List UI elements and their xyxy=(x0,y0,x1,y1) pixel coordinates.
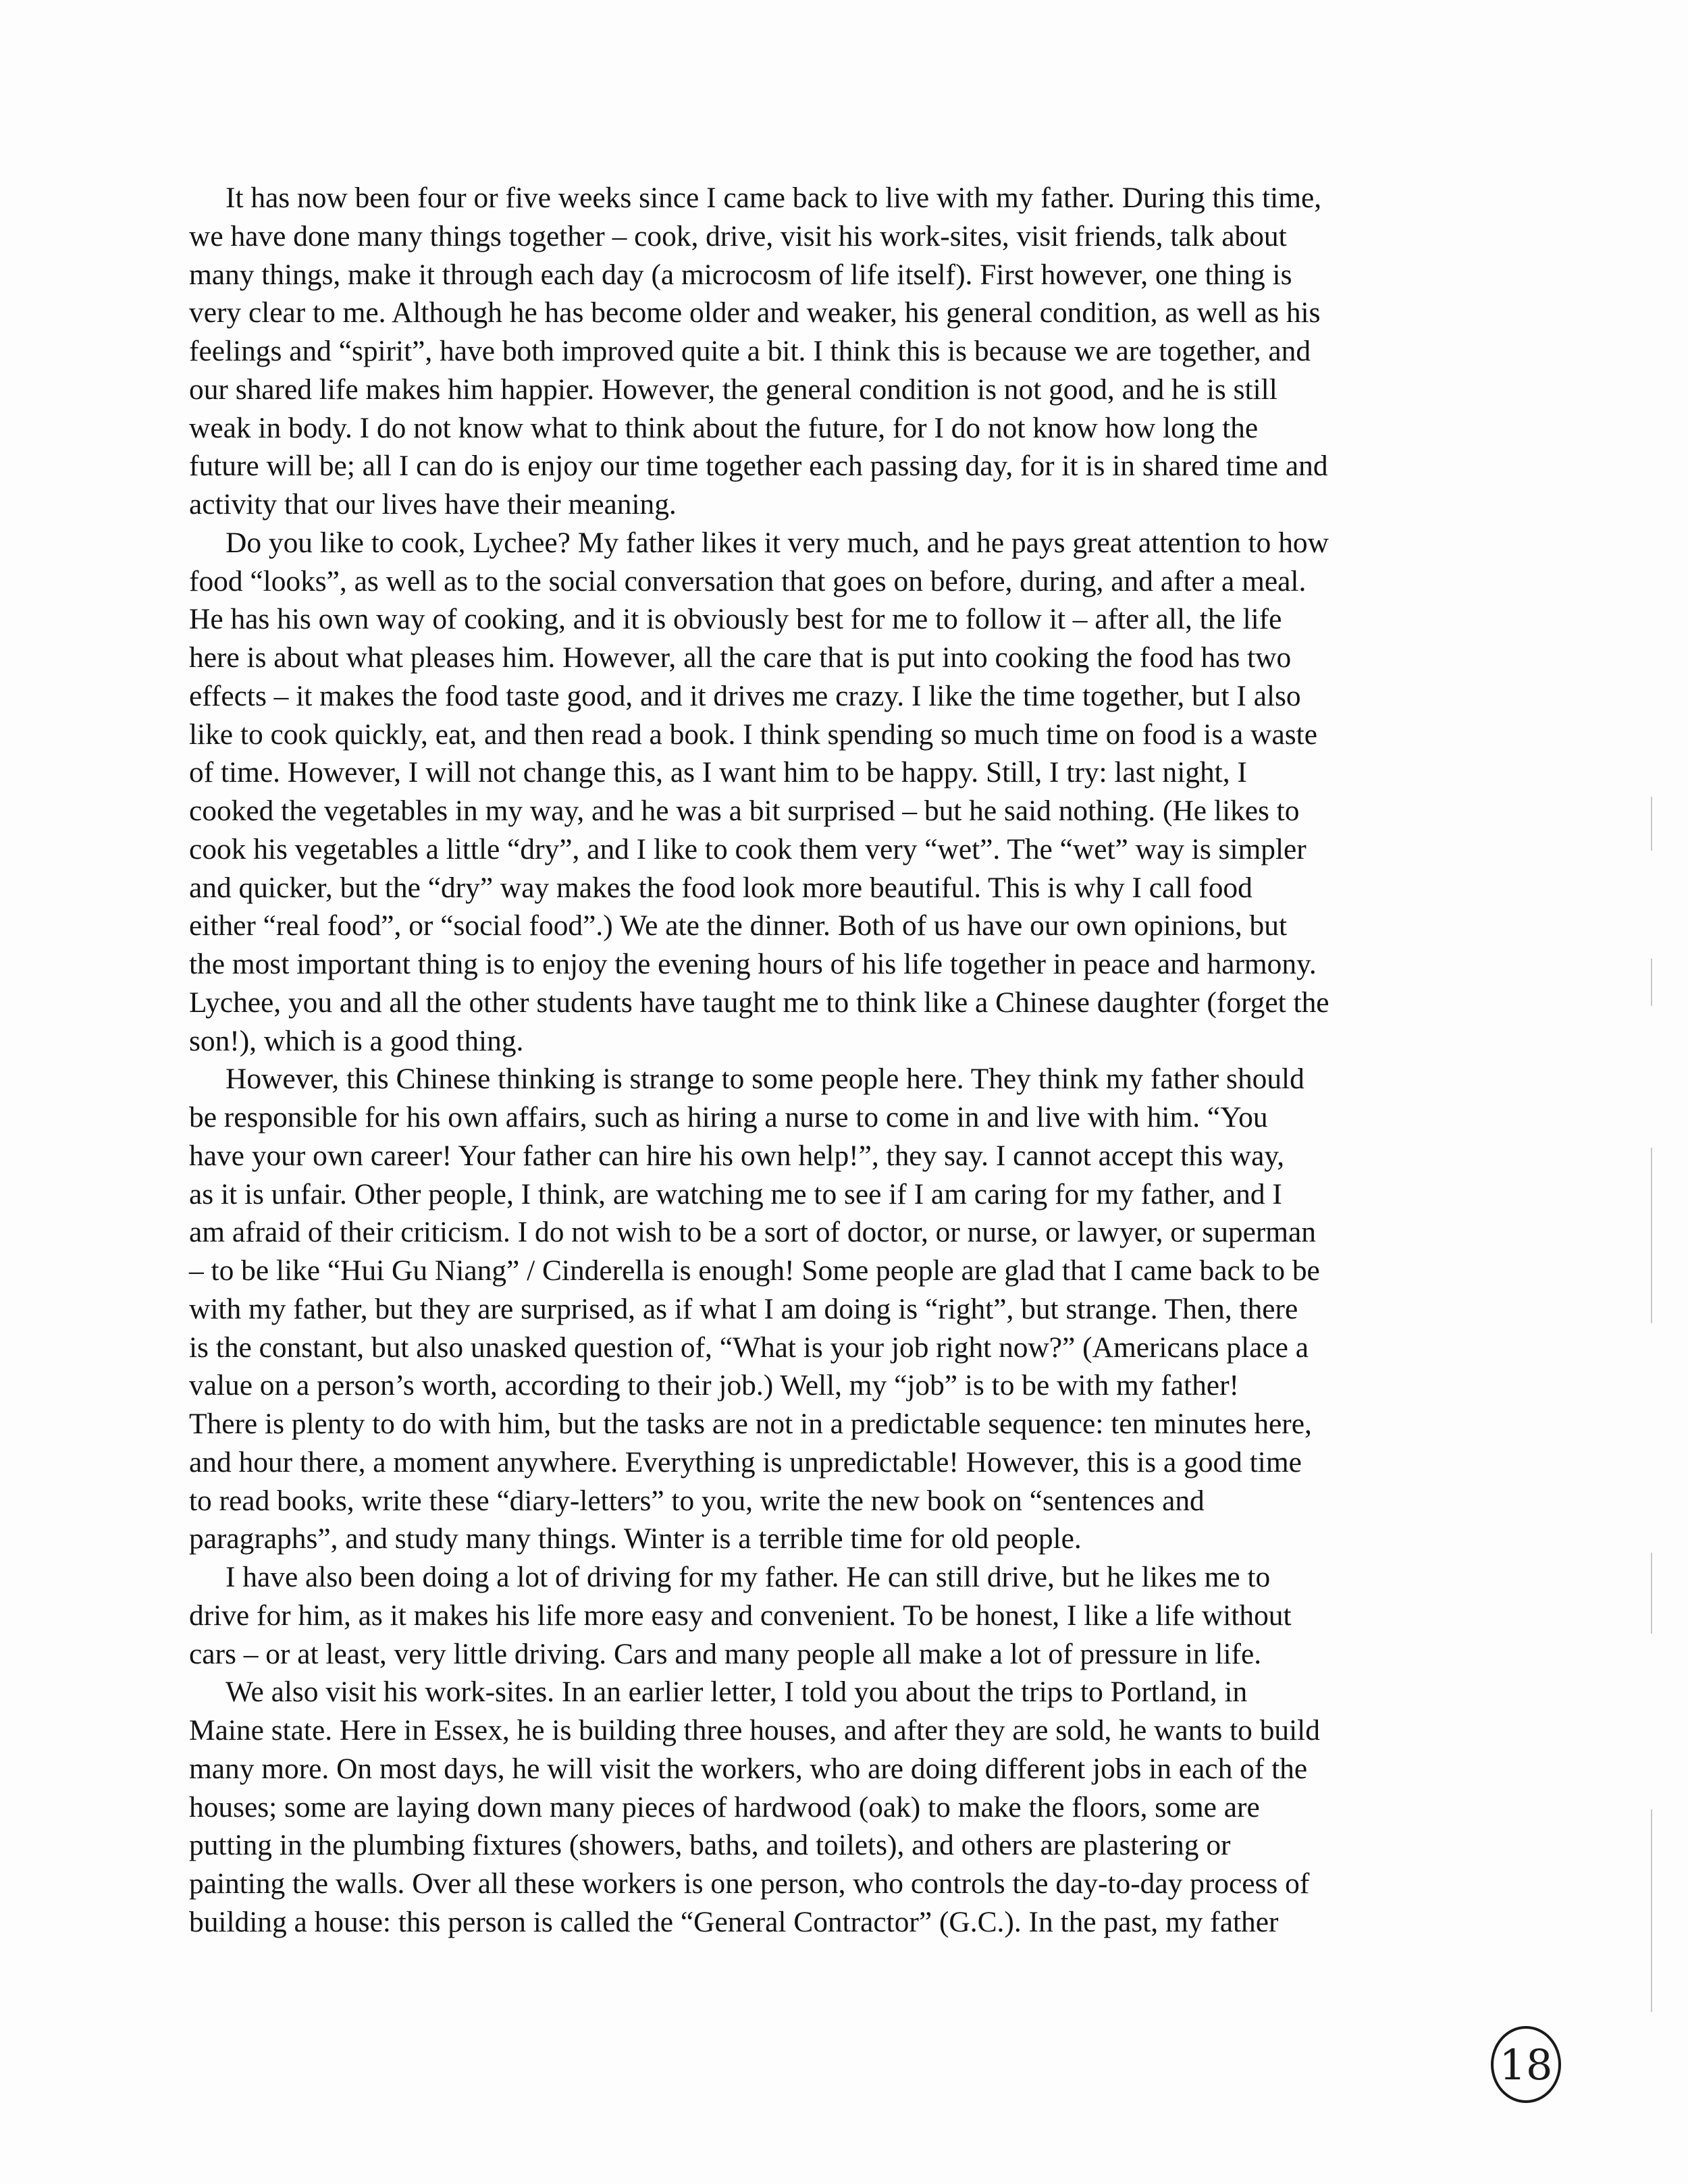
text-line: with my father, but they are surprised, as if what I am doing is “right”, but strange. Then, there xyxy=(189,1292,1298,1325)
text-line: drive for him, as it makes his life more easy and convenient. To be honest, I like a life without xyxy=(189,1599,1292,1632)
margin-scan-mark xyxy=(1651,1148,1652,1323)
margin-scan-mark xyxy=(1651,1553,1652,1634)
text-line: paragraphs”, and study many things. Winter is a terrible time for old people. xyxy=(189,1522,1082,1555)
text-line: as it is unfair. Other people, I think, are watching me to see if I am caring for my father, and I xyxy=(189,1177,1282,1210)
text-line: putting in the plumbing fixtures (showers, baths, and toilets), and others are plastering or xyxy=(189,1829,1231,1862)
text-line: have your own career! Your father can hire his own help!”, they say. I cannot accept this way, xyxy=(189,1139,1285,1172)
text-line: of time. However, I will not change this, as I want him to be happy. Still, I try: last night, I xyxy=(189,756,1247,789)
page-number-text: 18 xyxy=(1499,2040,1553,2089)
text-line: we have done many things together – cook, drive, visit his work-sites, visit friends, talk about xyxy=(189,219,1287,252)
text-line: either “real food”, or “social food”.) We ate the dinner. Both of us have our own opinions, but xyxy=(189,909,1288,942)
margin-scan-mark xyxy=(1651,1809,1652,2012)
text-line: cook his vegetables a little “dry”, and I like to cook them very “wet”. The “wet” way is simpler xyxy=(189,832,1307,865)
text-line: to read books, write these “diary-letters” to you, write the new book on “sentences and xyxy=(189,1484,1205,1517)
text-line: painting the walls. Over all these workers is one person, who controls the day-to-day process of xyxy=(189,1867,1310,1900)
text-line: Do you like to cook, Lychee? My father likes it very much, and he pays great attention to how xyxy=(226,526,1329,559)
text-line: is the constant, but also unasked question of, “What is your job right now?” (Americans place a xyxy=(189,1331,1309,1364)
text-line: It has now been four or five weeks since I came back to live with my father. During this time, xyxy=(226,182,1322,214)
text-line: future will be; all I can do is enjoy our time together each passing day, for it is in shared time and xyxy=(189,450,1328,483)
paragraph-1 xyxy=(189,179,1512,524)
text-line: son!), which is a good thing. xyxy=(189,1024,524,1057)
text-line: cars – or at least, very little driving. Cars and many people all make a lot of pressure in life. xyxy=(189,1637,1262,1670)
text-line: effects – it makes the food taste good, and it drives me crazy. I like the time together, but I also xyxy=(189,679,1301,712)
text-line: like to cook quickly, eat, and then read a book. I think spending so much time on food is a waste xyxy=(189,718,1317,751)
text-line: be responsible for his own affairs, such as hiring a nurse to come in and live with him. “You xyxy=(189,1101,1268,1134)
text-line: many things, make it through each day (a microcosm of life itself). First however, one thing is xyxy=(189,258,1292,291)
page-number-circle xyxy=(1489,2024,1563,2105)
text-line: I have also been doing a lot of driving for my father. He can still drive, but he likes me to xyxy=(226,1561,1271,1593)
text-line: However, this Chinese thinking is strange to some people here. They think my father should xyxy=(226,1063,1304,1096)
text-line: feelings and “spirit”, have both improved quite a bit. I think this is because we are together, and xyxy=(189,335,1311,367)
margin-scan-mark xyxy=(1651,797,1652,851)
text-line: very clear to me. Although he has become older and weaker, his general condition, as well as his xyxy=(189,296,1321,329)
text-line: am afraid of their criticism. I do not wish to be a sort of doctor, or nurse, or lawyer, or superman xyxy=(189,1216,1316,1249)
text-line: and hour there, a moment anywhere. Everything is unpredictable! However, this is a good time xyxy=(189,1445,1302,1479)
text-line: here is about what pleases him. However, all the care that is put into cooking the food has two xyxy=(189,641,1292,674)
text-line: – to be like “Hui Gu Niang” / Cinderella is enough! Some people are glad that I came back to be xyxy=(189,1254,1320,1287)
text-line: our shared life makes him happier. However, the general condition is not good, and he is still xyxy=(189,373,1277,406)
text-line: houses; some are laying down many pieces of hardwood (oak) to make the floors, some are xyxy=(189,1790,1260,1823)
paragraph-3 xyxy=(189,1060,1512,1558)
letter-body xyxy=(189,179,1512,1942)
text-line: and quicker, but the “dry” way makes the food look more beautiful. This is why I call food xyxy=(189,871,1252,904)
text-line: Lychee, you and all the other students have taught me to think like a Chinese daughter (forget the xyxy=(189,986,1329,1019)
paragraph-5 xyxy=(189,1673,1512,1941)
paragraph-4 xyxy=(189,1558,1512,1673)
margin-scan-mark xyxy=(1651,959,1652,1006)
text-line: He has his own way of cooking, and it is obviously best for me to follow it – after all, the life xyxy=(189,603,1282,636)
text-line: the most important thing is to enjoy the evening hours of his life together in peace and harmony. xyxy=(189,948,1317,980)
text-line: cooked the vegetables in my way, and he was a bit surprised – but he said nothing. (He likes to xyxy=(189,795,1300,827)
text-line: food “looks”, as well as to the social conversation that goes on before, during, and after a meal. xyxy=(189,564,1307,597)
text-line: activity that our lives have their meaning. xyxy=(189,488,677,521)
text-line: value on a person’s worth, according to their job.) Well, my “job” is to be with my father! xyxy=(189,1369,1239,1402)
paragraph-2 xyxy=(189,524,1512,1061)
text-line: There is plenty to do with him, but the tasks are not in a predictable sequence: ten minutes here, xyxy=(189,1408,1312,1440)
text-line: Maine state. Here in Essex, he is building three houses, and after they are sold, he wants to build xyxy=(189,1714,1320,1747)
text-line: many more. On most days, he will visit the workers, who are doing different jobs in each of the xyxy=(189,1752,1308,1785)
text-line: building a house: this person is called the “General Contractor” (G.C.). In the past, my father xyxy=(189,1905,1279,1938)
page-number xyxy=(1489,2024,1563,2105)
text-line: weak in body. I do not know what to think about the future, for I do not know how long the xyxy=(189,411,1259,444)
text-line: We also visit his work-sites. In an earlier letter, I told you about the trips to Portland, in xyxy=(226,1676,1248,1709)
